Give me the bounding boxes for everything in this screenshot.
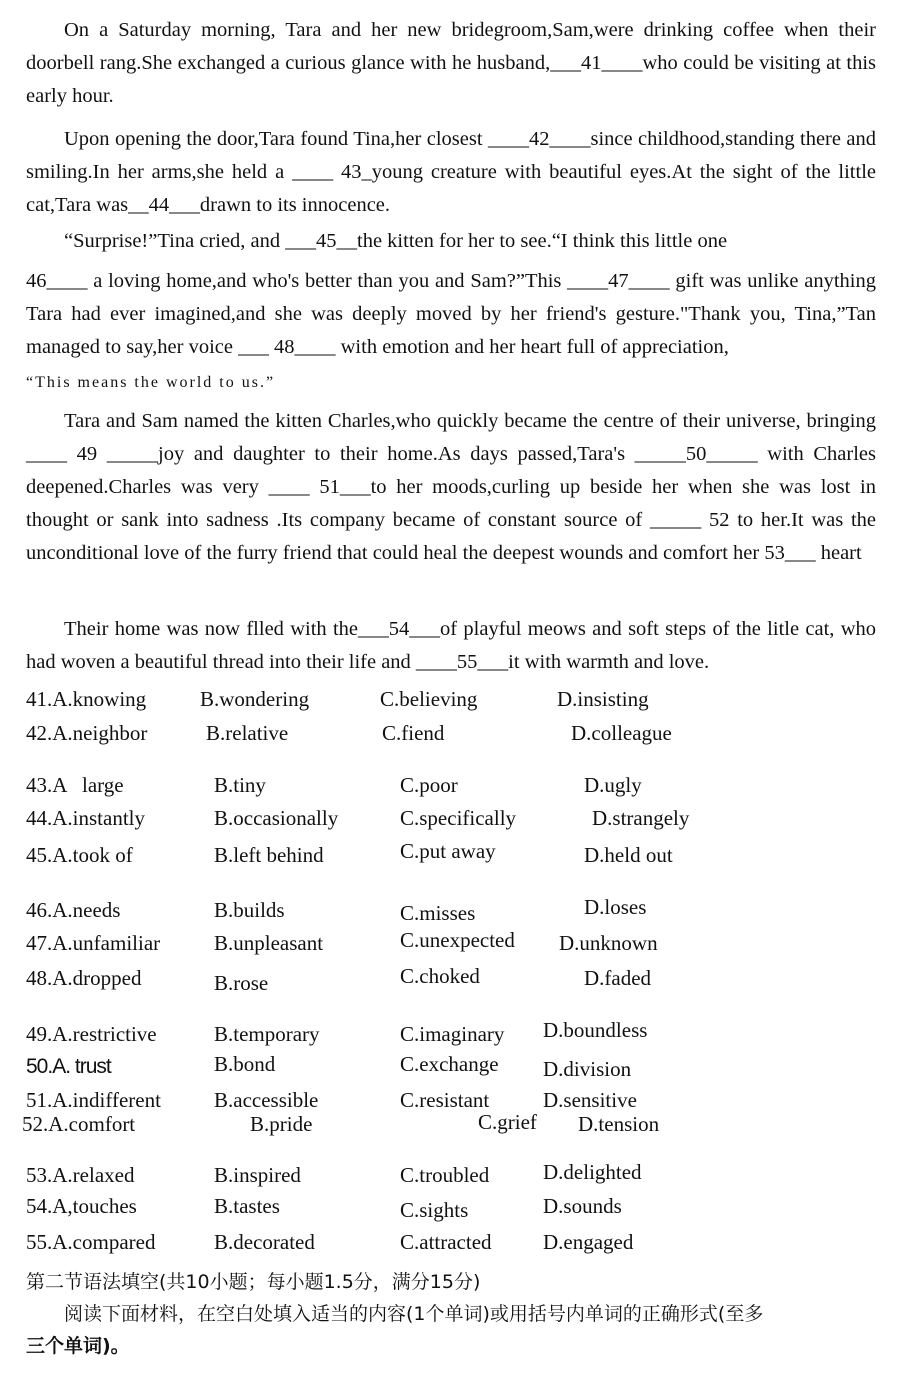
option-d: D.sensitive	[543, 1088, 637, 1112]
option-a: 41.A.knowing	[26, 687, 147, 711]
option-d: D.unknown	[559, 931, 658, 955]
option-a: 44.A.instantly	[26, 806, 145, 830]
section-2-instruction: 阅读下面材料，在空白处填入适当的内容(1个单词)或用括号内单词的正确形式(至多 三个单词)。	[26, 1303, 764, 1357]
question-row-50	[0, 1052, 900, 1085]
option-c: C.poor	[400, 773, 458, 797]
option-d: D.engaged	[543, 1230, 634, 1254]
question-row-45	[0, 839, 900, 873]
option-d: D.faded	[584, 966, 652, 990]
option-c: C.imaginary	[400, 1022, 505, 1046]
option-c: C.fiend	[382, 721, 445, 745]
option-d: D.sounds	[543, 1194, 622, 1218]
option-a: 53.A.relaxed	[26, 1163, 135, 1187]
option-d: D.tension	[578, 1112, 660, 1136]
question-row-42	[0, 721, 900, 751]
option-a: 46.A.needs	[26, 898, 121, 922]
option-c: C.troubled	[400, 1163, 490, 1187]
option-a: 50.A. trust	[26, 1055, 111, 1078]
option-c: C.attracted	[400, 1230, 492, 1254]
option-d: D.held out	[584, 843, 673, 867]
option-b: B.unpleasant	[214, 931, 324, 955]
option-b: B.left behind	[214, 843, 324, 867]
option-a: 54.A,touches	[26, 1194, 137, 1218]
paragraph-5: Their home was now flled with the___54___of playful meows and soft steps of the litle cat, who had woven a beautiful thread into their life and ____55___it with warmth and love.	[26, 618, 876, 673]
question-row-54	[0, 1194, 900, 1224]
option-b: B.builds	[214, 898, 285, 922]
option-a: 45.A.took of	[26, 843, 133, 867]
question-row-41	[0, 687, 900, 717]
option-d: D.colleague	[571, 721, 672, 745]
question-row-55	[0, 1230, 900, 1260]
option-c: C.specifically	[400, 806, 517, 830]
question-row-48	[0, 966, 900, 996]
option-d: D.delighted	[543, 1160, 642, 1184]
option-b: B.inspired	[214, 1163, 301, 1187]
paragraph-3-line-1: “Surprise!”Tina cried, and ___45__the kitten for her to see.“I think this little one	[64, 230, 728, 252]
question-row-43	[0, 773, 900, 803]
option-c: C.exchange	[400, 1052, 499, 1076]
option-d: D.insisting	[557, 687, 649, 711]
question-row-44	[0, 806, 900, 836]
option-a: 47.A.unfamiliar	[26, 931, 161, 955]
paragraph-1: On a Saturday morning, Tara and her new bridegroom,Sam,were drinking coffee when their doorbell rang.She exchanged a curious glance with he husband,___41____who could be visiting at this early hour.	[26, 19, 876, 107]
option-a: 42.A.neighbor	[26, 721, 148, 745]
option-b: B.bond	[214, 1052, 276, 1076]
option-b: B.rose	[214, 971, 269, 995]
paragraph-2: Upon opening the door,Tara found Tina,her closest ____42____since childhood,standing there and smiling.In her arms,she held a ____ 43_young creature with beautiful eyes.At the sight of the little cat,Tara was__44___drawn to its innocence.	[26, 128, 876, 216]
option-a: 52.A.comfort	[22, 1112, 136, 1136]
option-d: D.loses	[584, 895, 647, 919]
option-a: 43.A large	[26, 773, 124, 797]
option-b: B.accessible	[214, 1088, 319, 1112]
question-row-52	[0, 1112, 900, 1142]
option-b: B.wondering	[200, 687, 310, 711]
option-b: B.occasionally	[214, 806, 339, 830]
option-b: B.temporary	[214, 1022, 320, 1046]
option-b: B.pride	[250, 1112, 313, 1136]
question-row-49	[0, 1018, 900, 1052]
option-b: B.relative	[206, 721, 289, 745]
section-2-title: 第二节语法填空(共10小题；每小题1.5分，满分15分)	[26, 1271, 481, 1293]
paragraph-4: Tara and Sam named the kitten Charles,who quickly became the centre of their universe, bringing ____ 49 _____joy and daughter to their home.As days passed,Tara's _____50_____ with Charles deepened.Charles was very ____ 51___to her moods,curling up beside her when she was lost in thought or sank into sadness .Its company became of constant source of _____ 52 to her.It was the unconditional love of the furry friend that could heal the deepest wounds and comfort her 53___ heart	[26, 410, 876, 564]
option-d: D.ugly	[584, 773, 642, 797]
question-row-46	[0, 895, 900, 928]
option-c: C.sights	[400, 1198, 469, 1222]
question-row-53	[0, 1160, 900, 1193]
option-c: C.unexpected	[400, 928, 515, 952]
option-a: 49.A.restrictive	[26, 1022, 157, 1046]
option-b: B.tiny	[214, 773, 266, 797]
option-a: 55.A.compared	[26, 1230, 156, 1254]
option-c: C.believing	[380, 687, 478, 711]
paragraph-3-body: 46____ a loving home,and who's better than you and Sam?”This ____47____ gift was unlike anything Tara had ever imagined,and she was deeply moved by her friend's gesture."Thank you, Tina,”Tan managed to say,her voice ___ 48____ with emotion and her heart full of appreciation,	[26, 270, 876, 358]
paragraph-3-quote: “This means the world to us.”	[26, 374, 276, 391]
option-a: 51.A.indifferent	[26, 1088, 161, 1112]
option-c: C.put away	[400, 839, 496, 863]
option-b: B.decorated	[214, 1230, 315, 1254]
option-c: C.choked	[400, 964, 480, 988]
option-d: D.division	[543, 1057, 632, 1081]
option-a: 48.A.dropped	[26, 966, 142, 990]
option-c: C.misses	[400, 901, 476, 925]
option-c: C.grief	[478, 1110, 537, 1134]
option-c: C.resistant	[400, 1088, 490, 1112]
option-b: B.tastes	[214, 1194, 280, 1218]
option-d: D.boundless	[543, 1018, 648, 1042]
question-row-47	[0, 928, 900, 961]
option-d: D.strangely	[592, 806, 690, 830]
